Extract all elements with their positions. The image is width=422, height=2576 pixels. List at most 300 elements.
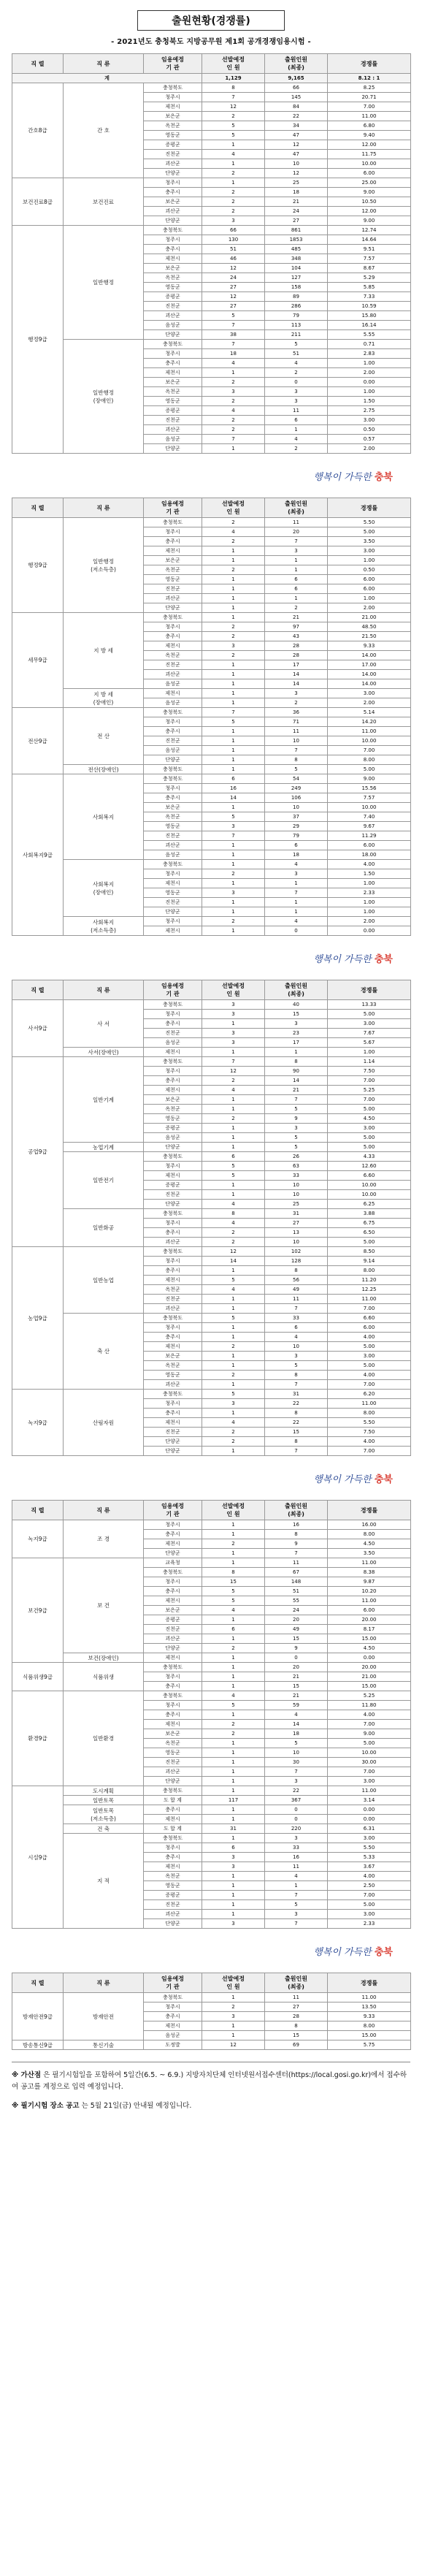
chungbuk-logo: 행복이 가득한 충북	[313, 1946, 393, 1958]
agency-cell: 청주시	[144, 869, 202, 879]
applicant-count-cell: 861	[265, 226, 328, 235]
competition-rate-cell: 30.00	[328, 1758, 411, 1767]
selection-count-cell: 5	[202, 1162, 265, 1171]
agency-cell: 옥천군	[144, 1739, 202, 1748]
selection-count-cell: 2	[202, 397, 265, 406]
selection-count-cell: 1	[202, 736, 265, 746]
table-row	[12, 1390, 411, 1399]
selection-count-cell: 1	[202, 841, 265, 850]
competition-rate-cell: 5.00	[328, 1900, 411, 1910]
agency-cell: 청주시	[144, 178, 202, 188]
applicant-count-cell: 90	[265, 1067, 328, 1076]
applicant-count-cell: 21	[265, 1086, 328, 1095]
competition-rate-cell: 5.00	[328, 1105, 411, 1114]
selection-count-cell: 1	[202, 1447, 265, 1456]
selection-count-cell: 3	[202, 1010, 265, 1019]
agency-cell: 제천시	[144, 1418, 202, 1428]
selection-count-cell: 5	[202, 812, 265, 822]
selection-count-cell: 1	[202, 2021, 265, 2031]
selection-count-cell: 1	[202, 1558, 265, 1568]
selection-count-cell: 2	[202, 188, 265, 197]
applicant-count-cell: 2	[265, 444, 328, 454]
applicant-count-cell: 348	[265, 254, 328, 264]
agency-cell: 보은군	[144, 803, 202, 812]
agency-cell: 제천시	[144, 546, 202, 556]
selection-count-cell: 1	[202, 1323, 265, 1333]
applicant-count-cell: 3	[265, 397, 328, 406]
agency-cell: 단양군	[144, 169, 202, 178]
competition-rate-cell: 5.00	[328, 1133, 411, 1143]
column-header: 직 렬	[12, 980, 64, 1000]
applicant-count-cell: 20	[265, 1663, 328, 1672]
agency-cell: 제천시	[144, 1539, 202, 1549]
job-category-cell: 사회복지 (장애인)	[64, 860, 144, 917]
competition-rate-cell: 1.00	[328, 879, 411, 888]
applicant-count-cell: 5	[265, 1361, 328, 1371]
applicant-count-cell: 15	[265, 1428, 328, 1437]
chungbuk-logo: 행복이 가득한 충북	[313, 1474, 393, 1485]
table-row	[12, 1057, 411, 1067]
applicant-count-cell: 17	[265, 1038, 328, 1048]
logo-band	[0, 1456, 422, 1500]
application-table	[12, 1500, 411, 1929]
competition-rate-cell: 7.40	[328, 812, 411, 822]
applicant-count-cell: 22	[265, 1786, 328, 1796]
competition-rate-cell: 2.33	[328, 1919, 411, 1929]
agency-cell: 옥천군	[144, 651, 202, 660]
competition-rate-cell: 0.50	[328, 425, 411, 435]
competition-rate-cell: 7.00	[328, 1304, 411, 1314]
selection-count-cell: 1	[202, 850, 265, 860]
table-row	[12, 83, 411, 93]
applicant-count-cell: 12	[265, 169, 328, 178]
agency-cell: 청주시	[144, 1323, 202, 1333]
agency-cell: 진천군	[144, 660, 202, 670]
competition-rate-cell: 11.00	[328, 1399, 411, 1409]
agency-cell: 진천군	[144, 1029, 202, 1038]
selection-count-cell: 1	[202, 679, 265, 689]
column-header: 임용예정 기 관	[144, 1501, 202, 1520]
selection-count-cell: 1	[202, 1333, 265, 1342]
selection-count-cell: 27	[202, 302, 265, 311]
selection-count-cell: 1	[202, 1682, 265, 1691]
table-row	[12, 226, 411, 235]
competition-rate-cell: 6.00	[328, 584, 411, 594]
page-title: 출원현황(경쟁률)	[137, 10, 285, 31]
applicant-count-cell: 10	[265, 736, 328, 746]
column-header: 출원인원 (최종)	[265, 1501, 328, 1520]
job-category-cell: 건 축	[64, 1824, 144, 1834]
agency-cell: 괴산군	[144, 1304, 202, 1314]
selection-count-cell: 1	[202, 746, 265, 755]
applicant-count-cell: 7	[265, 537, 328, 546]
selection-count-cell: 1	[202, 1380, 265, 1390]
applicant-count-cell: 10	[265, 803, 328, 812]
agency-cell: 보은군	[144, 1095, 202, 1105]
applicant-count-cell: 43	[265, 632, 328, 641]
selection-count-cell: 1	[202, 613, 265, 622]
agency-cell: 괴산군	[144, 1380, 202, 1390]
agency-cell: 단양군	[144, 603, 202, 613]
table-row	[12, 1993, 411, 2003]
selection-count-cell: 51	[202, 245, 265, 254]
grade-cell: 세무9급	[12, 613, 64, 708]
table-row	[12, 1805, 411, 1815]
agency-cell: 진천군	[144, 302, 202, 311]
application-table	[12, 498, 411, 936]
applicant-count-cell: 27	[265, 2003, 328, 2012]
selection-count-cell: 2	[202, 1076, 265, 1086]
competition-rate-cell: 0.57	[328, 435, 411, 444]
selection-count-cell: 2	[202, 917, 265, 926]
competition-rate-cell: 7.00	[328, 1095, 411, 1105]
selection-count-cell: 3	[202, 387, 265, 397]
applicant-count-cell: 16	[265, 1853, 328, 1862]
agency-cell: 충청북도	[144, 1663, 202, 1672]
grade-cell: 환경9급	[12, 1691, 64, 1786]
selection-count-cell: 3	[202, 1029, 265, 1038]
competition-rate-cell: 11.00	[328, 1558, 411, 1568]
agency-cell: 충청북도	[144, 1993, 202, 2003]
competition-rate-cell: 5.14	[328, 708, 411, 717]
competition-rate-cell: 1.00	[328, 898, 411, 907]
job-category-cell: 통신기술	[64, 2040, 144, 2050]
selection-count-cell: 1	[202, 1190, 265, 1200]
applicant-count-cell: 13	[265, 1228, 328, 1238]
selection-count-cell: 3	[202, 822, 265, 831]
selection-count-cell: 2	[202, 1238, 265, 1247]
selection-count-cell: 7	[202, 321, 265, 330]
job-category-cell: 보건(장애인)	[64, 1653, 144, 1663]
competition-rate-cell: 5.55	[328, 330, 411, 340]
selection-count-cell: 2	[202, 869, 265, 879]
job-category-cell: 지 방 세 (장애인)	[64, 689, 144, 708]
selection-count-cell: 5	[202, 1390, 265, 1399]
grade-cell: 행정9급	[12, 518, 64, 613]
selection-count-cell: 1	[202, 1900, 265, 1910]
column-header: 경쟁률	[328, 54, 411, 74]
job-category-cell: 보 건	[64, 1558, 144, 1653]
applicant-count-cell: 36	[265, 708, 328, 717]
notes	[12, 2062, 410, 2112]
agency-cell: 청주시	[144, 1672, 202, 1682]
applicant-count-cell: 33	[265, 1314, 328, 1323]
applicant-count-cell: 6	[265, 416, 328, 425]
selection-count-cell: 18	[202, 349, 265, 359]
competition-rate-cell: 10.00	[328, 1190, 411, 1200]
applicant-count-cell: 211	[265, 330, 328, 340]
agency-cell: 충청북도	[144, 708, 202, 717]
agency-cell: 옥천군	[144, 565, 202, 575]
competition-rate-cell: 4.00	[328, 1710, 411, 1720]
competition-rate-cell: 13.50	[328, 2003, 411, 2012]
agency-cell: 충청북도	[144, 774, 202, 784]
competition-rate-cell: 6.60	[328, 1171, 411, 1181]
selection-count-cell: 1	[202, 594, 265, 603]
applicant-count-cell: 22	[265, 1399, 328, 1409]
applicant-count-cell: 7	[265, 1447, 328, 1456]
agency-cell: 진천군	[144, 736, 202, 746]
competition-rate-cell: 9.00	[328, 188, 411, 197]
competition-rate-cell: 21.50	[328, 632, 411, 641]
applicant-count-cell: 34	[265, 121, 328, 131]
competition-rate-cell: 5.75	[328, 2040, 411, 2050]
applicant-count-cell: 20	[265, 527, 328, 537]
agency-cell: 청주시	[144, 1067, 202, 1076]
applicant-count-cell: 12	[265, 140, 328, 150]
applicant-count-cell: 0	[265, 926, 328, 936]
applicant-count-cell: 49	[265, 1625, 328, 1634]
agency-cell: 진천군	[144, 150, 202, 159]
selection-count-cell: 3	[202, 888, 265, 898]
applicant-count-cell: 49	[265, 1285, 328, 1295]
applicant-count-cell: 5	[265, 1143, 328, 1152]
agency-cell: 청주시	[144, 93, 202, 102]
table-row	[12, 708, 411, 717]
agency-cell: 증평군	[144, 1124, 202, 1133]
job-category-cell: 일반행정 (장애인)	[64, 340, 144, 454]
applicant-count-cell: 97	[265, 622, 328, 632]
competition-rate-cell: 7.57	[328, 793, 411, 803]
applicant-count-cell: 1	[265, 1881, 328, 1891]
job-category-cell: 일반토목 (저소득층)	[64, 1805, 144, 1824]
column-header: 직 류	[64, 54, 144, 74]
agency-cell: 충주시	[144, 188, 202, 197]
applicant-count-cell: 1	[265, 898, 328, 907]
agency-cell: 충주시	[144, 632, 202, 641]
logo-band	[0, 1929, 422, 1973]
competition-rate-cell: 6.25	[328, 1200, 411, 1209]
agency-cell: 충청북도	[144, 1057, 202, 1067]
selection-count-cell: 2	[202, 425, 265, 435]
selection-count-cell: 2	[202, 112, 265, 121]
column-header: 직 류	[64, 1501, 144, 1520]
table-row	[12, 1048, 411, 1057]
applicant-count-cell: 14	[265, 1076, 328, 1086]
selection-count-cell: 117	[202, 1796, 265, 1805]
selection-count-cell: 38	[202, 330, 265, 340]
job-category-cell: 지 방 세	[64, 613, 144, 689]
selection-count-cell: 1	[202, 1758, 265, 1767]
competition-rate-cell: 11.29	[328, 831, 411, 841]
competition-rate-cell: 12.25	[328, 1285, 411, 1295]
applicant-count-cell: 106	[265, 793, 328, 803]
competition-rate-cell: 6.31	[328, 1824, 411, 1834]
competition-rate-cell: 10.00	[328, 159, 411, 169]
column-header: 직 렬	[12, 1501, 64, 1520]
agency-cell: 제천시	[144, 879, 202, 888]
applicant-count-cell: 286	[265, 302, 328, 311]
competition-rate-cell: 3.67	[328, 1862, 411, 1872]
agency-cell: 충주시	[144, 1710, 202, 1720]
agency-cell: 단양군	[144, 1644, 202, 1653]
agency-cell: 괴산군	[144, 425, 202, 435]
agency-cell: 옥천군	[144, 1285, 202, 1295]
agency-cell: 충청북도	[144, 1209, 202, 1219]
selection-count-cell: 4	[202, 1086, 265, 1095]
selection-count-cell: 7	[202, 1057, 265, 1067]
applicant-count-cell: 2	[265, 698, 328, 708]
application-table	[12, 53, 411, 454]
competition-rate-cell: 5.00	[328, 1361, 411, 1371]
grade-cell: 식품위생9급	[12, 1663, 64, 1691]
note-2-text: 는 5월 21일(금) 안내될 예정입니다.	[81, 2102, 192, 2110]
selection-count-cell: 3	[202, 2012, 265, 2021]
selection-count-cell: 2	[202, 537, 265, 546]
selection-count-cell: 2	[202, 651, 265, 660]
applicant-count-cell: 3	[265, 869, 328, 879]
competition-rate-cell: 9.87	[328, 1577, 411, 1587]
selection-count-cell: 1	[202, 1048, 265, 1057]
agency-cell: 충주시	[144, 359, 202, 368]
competition-rate-cell: 5.50	[328, 518, 411, 527]
applicant-count-cell: 5	[265, 765, 328, 774]
competition-rate-cell: 7.00	[328, 102, 411, 112]
applicant-count-cell: 1	[265, 879, 328, 888]
agency-cell: 제천시	[144, 1815, 202, 1824]
agency-cell: 제천시	[144, 1171, 202, 1181]
competition-rate-cell: 3.00	[328, 1834, 411, 1843]
selection-count-cell: 1	[202, 860, 265, 869]
agency-cell: 음성군	[144, 435, 202, 444]
selection-count-cell: 4	[202, 406, 265, 416]
agency-cell: 보은군	[144, 264, 202, 273]
applicant-count-cell: 28	[265, 651, 328, 660]
competition-rate-cell: 21.00	[328, 613, 411, 622]
competition-rate-cell: 15.00	[328, 1682, 411, 1691]
selection-count-cell: 5	[202, 1587, 265, 1596]
selection-count-cell: 12	[202, 292, 265, 302]
agency-cell: 영동군	[144, 888, 202, 898]
applicant-count-cell: 40	[265, 1000, 328, 1010]
competition-rate-cell: 11.00	[328, 1596, 411, 1606]
application-table	[12, 1973, 411, 2050]
agency-cell: 충청북도	[144, 518, 202, 527]
page	[0, 10, 422, 2112]
applicant-count-cell: 26	[265, 1152, 328, 1162]
selection-count-cell: 5	[202, 1596, 265, 1606]
competition-rate-cell: 0.71	[328, 340, 411, 349]
selection-count-cell: 1	[202, 575, 265, 584]
applicant-count-cell: 7	[265, 746, 328, 755]
selection-count-cell: 2	[202, 1437, 265, 1447]
agency-cell: 음성군	[144, 679, 202, 689]
agency-cell: 제천시	[144, 1596, 202, 1606]
logo-band	[0, 454, 422, 498]
applicant-count-cell: 3	[265, 546, 328, 556]
job-category-cell: 간 호	[64, 83, 144, 178]
agency-cell: 보은군	[144, 1606, 202, 1615]
applicant-count-cell: 5	[265, 1133, 328, 1143]
applicant-count-cell: 0	[265, 1805, 328, 1815]
agency-cell: 영동군	[144, 575, 202, 584]
applicant-count-cell: 10	[265, 1190, 328, 1200]
applicant-count-cell: 11	[265, 1295, 328, 1304]
competition-rate-cell: 5.29	[328, 273, 411, 283]
selection-count-cell: 1	[202, 368, 265, 378]
selection-count-cell: 4	[202, 1418, 265, 1428]
applicant-count-cell: 21	[265, 1691, 328, 1701]
agency-cell: 충청북도	[144, 1786, 202, 1796]
applicant-count-cell: 4	[265, 1710, 328, 1720]
competition-rate-cell: 11.00	[328, 727, 411, 736]
competition-rate-cell: 15.00	[328, 2031, 411, 2040]
agency-cell: 음성군	[144, 746, 202, 755]
agency-cell: 청주시	[144, 1010, 202, 1019]
table-row	[12, 1796, 411, 1805]
selection-count-cell: 14	[202, 1257, 265, 1266]
column-header: 직 류	[64, 980, 144, 1000]
applicant-count-cell: 1	[265, 565, 328, 575]
applicant-count-cell: 158	[265, 283, 328, 292]
competition-rate-cell: 1.00	[328, 594, 411, 603]
applicant-count-cell: 3	[265, 1352, 328, 1361]
agency-cell: 청주시	[144, 2003, 202, 2012]
column-header: 경쟁률	[328, 498, 411, 518]
agency-cell: 충주시	[144, 1019, 202, 1029]
agency-cell: 보은군	[144, 197, 202, 207]
agency-cell: 제천시	[144, 102, 202, 112]
selection-count-cell: 14	[202, 793, 265, 803]
competition-rate-cell: 10.00	[328, 736, 411, 746]
column-header: 출원인원 (최종)	[265, 498, 328, 518]
agency-cell: 충청북도	[144, 613, 202, 622]
agency-cell: 청주시	[144, 784, 202, 793]
competition-rate-cell: 4.00	[328, 1872, 411, 1881]
competition-rate-cell: 11.80	[328, 1701, 411, 1710]
note-2-label: ※ 필기시험 장소 공고	[12, 2102, 80, 2110]
agency-cell: 제천시	[144, 254, 202, 264]
selection-count-cell: 1	[202, 926, 265, 936]
chungbuk-logo: 행복이 가득한 충북	[313, 953, 393, 965]
applicant-count-cell: 15	[265, 2031, 328, 2040]
applicant-count-cell: 3	[265, 1777, 328, 1786]
applicant-count-cell: 25	[265, 178, 328, 188]
agency-cell: 괴산군	[144, 159, 202, 169]
applicant-count-cell: 6	[265, 841, 328, 850]
agency-cell: 제천시	[144, 1862, 202, 1872]
agency-cell: 충청북도	[144, 860, 202, 869]
selection-count-cell: 1	[202, 727, 265, 736]
agency-cell: 충주시	[144, 793, 202, 803]
competition-rate-cell: 11.00	[328, 112, 411, 121]
agency-cell: 제천시	[144, 689, 202, 698]
competition-rate-cell: 0.00	[328, 926, 411, 936]
applicant-count-cell: 18	[265, 850, 328, 860]
applicant-count-cell: 37	[265, 812, 328, 822]
applicant-count-cell: 51	[265, 349, 328, 359]
selection-count-cell: 2	[202, 197, 265, 207]
competition-rate-cell: 6.20	[328, 1390, 411, 1399]
competition-rate-cell: 8.25	[328, 83, 411, 93]
competition-rate-cell: 3.00	[328, 1777, 411, 1786]
competition-rate-cell: 15.80	[328, 311, 411, 321]
applicant-count-cell: 15	[265, 1634, 328, 1644]
applicant-count-cell: 1	[265, 907, 328, 917]
table-row	[12, 689, 411, 698]
selection-count-cell: 15	[202, 1577, 265, 1587]
selection-count-cell: 3	[202, 1919, 265, 1929]
agency-cell: 청주시	[144, 527, 202, 537]
competition-rate-cell: 10.50	[328, 197, 411, 207]
agency-cell: 증평군	[144, 1615, 202, 1625]
selection-count-cell: 66	[202, 226, 265, 235]
job-category-cell: 지 적	[64, 1834, 144, 1929]
selection-count-cell: 5	[202, 131, 265, 140]
agency-cell: 충청북도	[144, 1390, 202, 1399]
job-category-cell: 보건진료	[64, 178, 144, 226]
competition-rate-cell: 4.00	[328, 1333, 411, 1342]
